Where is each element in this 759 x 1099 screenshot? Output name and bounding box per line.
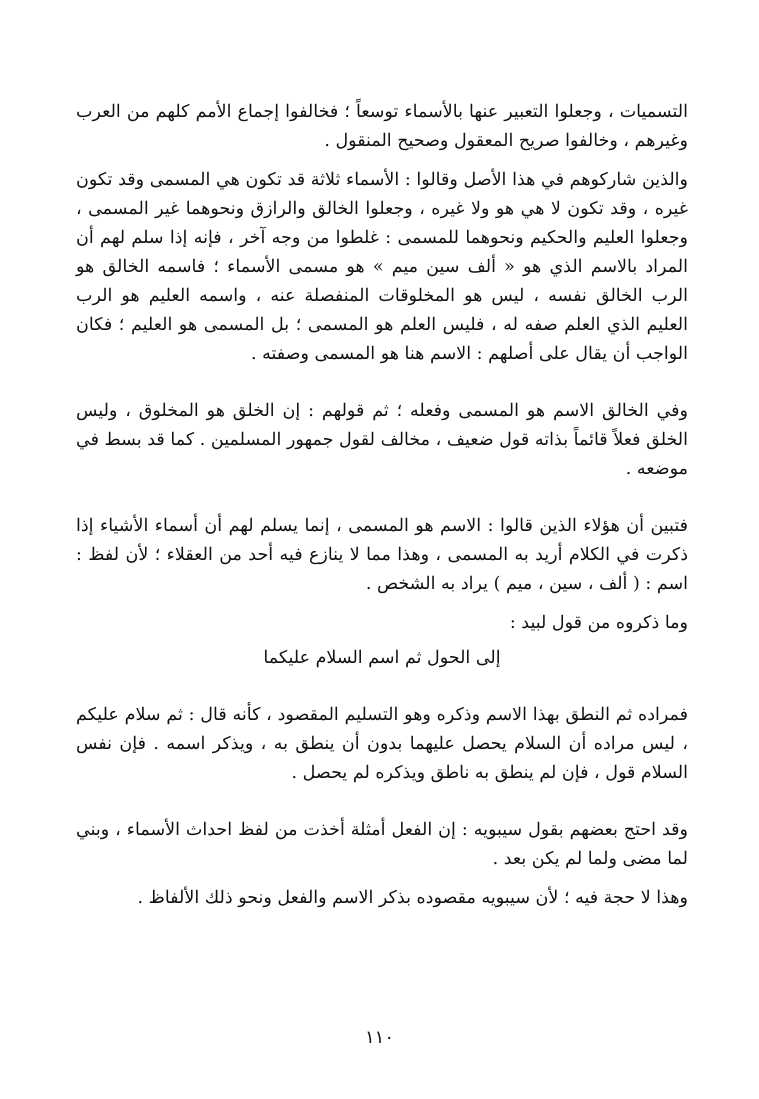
paragraph-8: وهذا لا حجة فيه ؛ لأن سيبويه مقصوده بذكر الاسم والفعل ونحو ذلك الألفاظ . xyxy=(137,888,688,908)
paragraph-2: والذين شاركوهم في هذا الأصل وقالوا : الأسماء ثلاثة قد تكون هي المسمى وقد تكون غيره ، وقد تكون لا هي هو ولا غيره ، وجعلوا الخالق والرازق ونحوهما غير المسمى ، وجعلوا العليم والحكيم ونحوهما للمسمى : غلطوا من وجه آخر ، فإنه إذا سلم لهم أن المراد بالاسم الذي هو « ألف سين ميم » هو مسمى الأسماء ؛ فاسمه الخالق هو الرب الخالق نفسه ، ليس هو المخلوقات المنفصلة عنه ، واسمه العليم هو الرب العليم الذي العلم صفه له ، فليس العلم هو المسمى ؛ بل المسمى هو العليم ؛ فكان الواجب أن يقال على أصلهم : الاسم هنا هو المسمى وصفته . xyxy=(76,170,688,364)
paragraph-1: التسميات ، وجعلوا التعبير عنها بالأسماء توسعاً ؛ فخالفوا إجماع الأمم كلهم من العرب وغيرهم ، وخالفوا صريح المعقول وصحيح المنقول . xyxy=(76,102,688,151)
page-number: ١١٠ xyxy=(364,1027,394,1048)
paragraph-5: وما ذكروه من قول لبيد : xyxy=(509,613,688,633)
paragraph-6: فمراده ثم النطق بهذا الاسم وذكره وهو التسليم المقصود ، كأنه قال : ثم سلام عليكم ، ليس مراده أن السلام يحصل عليهما بدون أن ينطق به ، ويذكر اسمه . فإن نفس السلام قول ، فإن لم ينطق به ناطق ويذكره لم يحصل . xyxy=(76,705,688,783)
paragraph-4: فتبين أن هؤلاء الذين قالوا : الاسم هو المسمى ، إنما يسلم لهم أن أسماء الأشياء إذا ذكرت في الكلام أريد به المسمى ، وهذا مما لا ينازع فيه أحد من العقلاء ؛ لأن لفظ : اسم : ( ألف ، سين ، ميم ) يراد به الشخص . xyxy=(76,516,688,594)
paragraph-7: وقد احتج بعضهم بقول سيبويه : إن الفعل أمثلة أخذت من لفظ احداث الأسماء ، وبني لما مضى ولما لم يكن بعد . xyxy=(76,820,688,869)
page-body xyxy=(76,98,688,913)
paragraph-3: وفي الخالق الاسم هو المسمى وفعله ؛ ثم قولهم : إن الخلق هو المخلوق ، وليس الخلق فعلاً قائماً بذاته قول ضعيف ، مخالف لقول جمهور المسلمين . كما قد بسط في موضعه . xyxy=(76,401,688,479)
verse-line: إلى الحول ثم اسم السلام عليكما xyxy=(263,648,501,668)
